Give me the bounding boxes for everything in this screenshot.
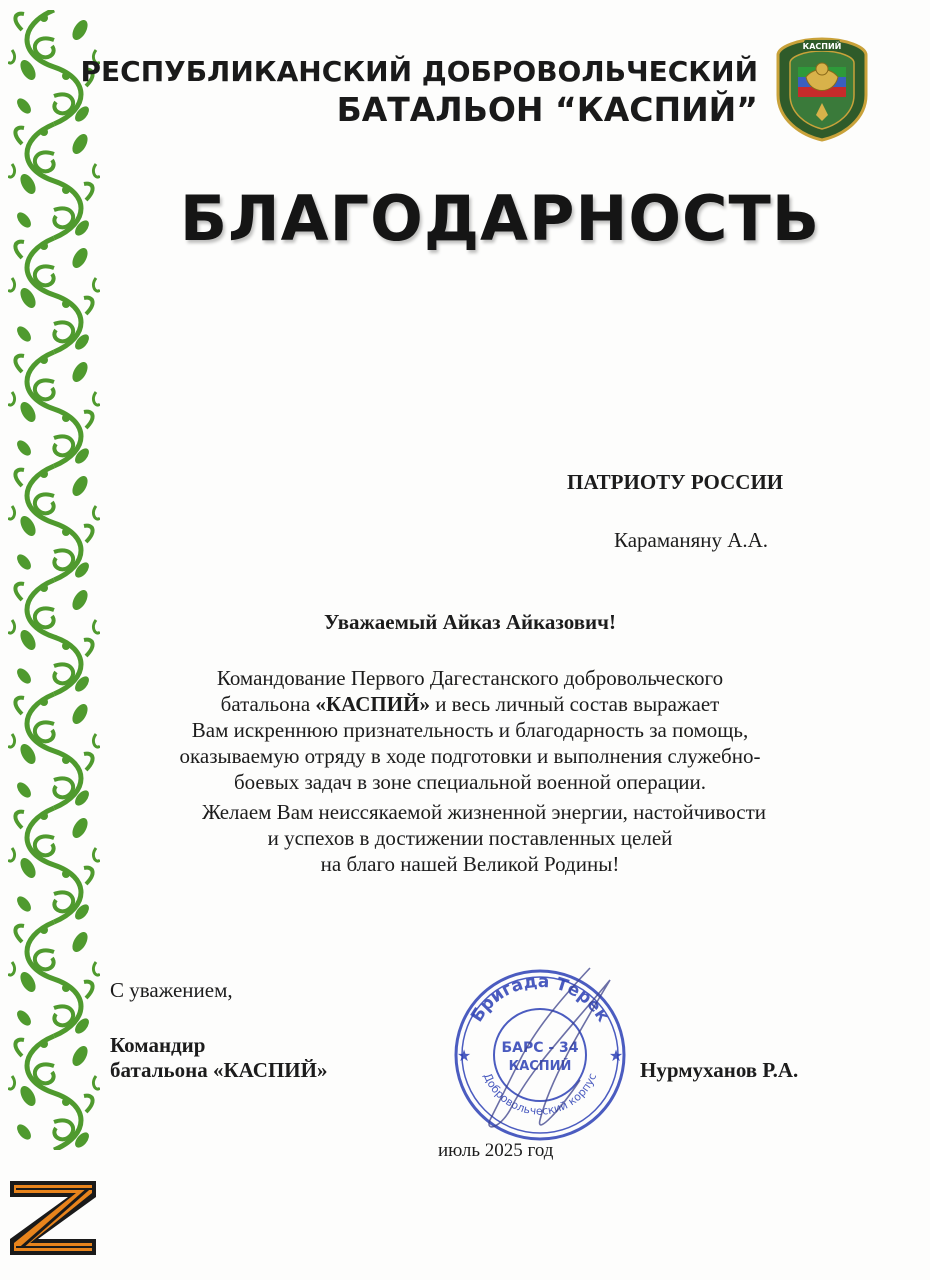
body-line-2-pre: батальона xyxy=(220,692,316,716)
body-line-6: Желаем Вам неиссякаемой жизненной энергии, настойчивости xyxy=(201,800,767,824)
issue-date: июль 2025 год xyxy=(438,1140,554,1161)
body-line-3: Вам искреннюю признательность и благодарность за помощь, xyxy=(191,718,749,742)
greeting: Уважаемый Айказ Айказович! xyxy=(324,610,616,634)
stamp-center-line-2: КАСПИЙ xyxy=(508,1059,572,1074)
certificate-title: БЛАГОДАРНОСТЬ xyxy=(179,182,821,255)
stamp-center-line-1: БАРС - 34 xyxy=(501,1040,579,1056)
svg-text:Бригада Терек xyxy=(467,972,613,1026)
svg-text:★: ★ xyxy=(608,1046,624,1065)
body-line-2-post: и весь личный состав выражает xyxy=(429,692,720,716)
signer-position-line-2: батальона «КАСПИЙ» xyxy=(110,1058,328,1082)
recipient-heading: ПАТРИОТУ РОССИИ xyxy=(567,470,784,494)
stamp-top-text: Бригада Терек xyxy=(467,971,613,1026)
z-ribbon-icon xyxy=(8,1175,100,1261)
signer-position-line-1: Командир xyxy=(110,1033,206,1057)
signer-name: Нурмуханов Р.А. xyxy=(640,1058,799,1082)
body-line-1: Командование Первого Дагестанского добровольческого xyxy=(216,666,724,690)
body-line-7: и успехов в достижении поставленных целей xyxy=(267,826,673,850)
official-stamp xyxy=(440,960,640,1150)
body-line-5: боевых задач в зоне специальной военной операции. xyxy=(233,770,707,794)
svg-text:★: ★ xyxy=(456,1046,472,1065)
battalion-name-bold: «КАСПИЙ» xyxy=(315,692,430,716)
emblem-label: КАСПИЙ xyxy=(802,42,842,51)
header-line-1: РЕСПУБЛИКАНСКИЙ ДОБРОВОЛЬЧЕСКИЙ xyxy=(80,55,758,88)
stamp-bottom-text: Добровольческий корпус xyxy=(480,1071,600,1118)
recipient-name: Караманяну А.А. xyxy=(614,528,769,552)
body-line-4: оказываемую отряду в ходе подготовки и выполнения служебно- xyxy=(179,744,761,768)
battalion-emblem-icon xyxy=(776,37,868,142)
closing-text: С уважением, xyxy=(110,978,233,1002)
svg-text:Добровольческий корпус xyxy=(481,1071,600,1118)
floral-border-ornament xyxy=(8,10,100,1150)
body-line-8: на благо нашей Великой Родины! xyxy=(320,852,620,876)
body-line-2 xyxy=(0,691,930,717)
header-line-2: БАТАЛЬОН “КАСПИЙ” xyxy=(336,90,758,129)
